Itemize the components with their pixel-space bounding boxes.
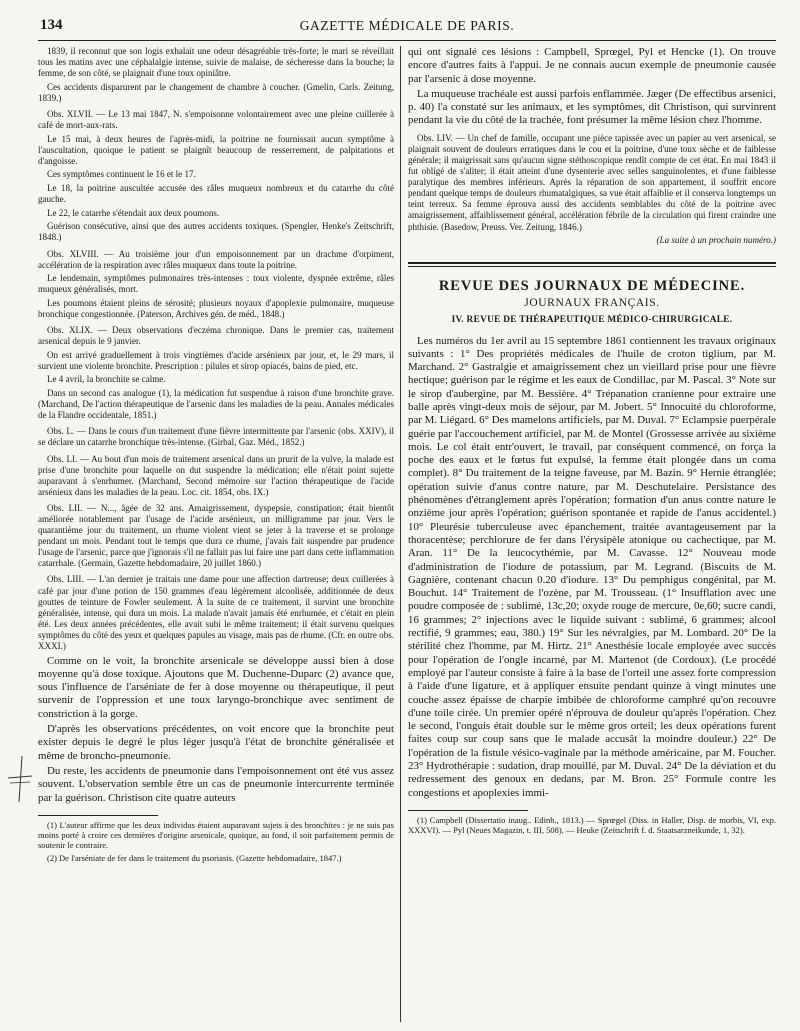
section-heading: IV. REVUE DE THÉRAPEUTIQUE MÉDICO-CHIRURGICALE. — [451, 315, 733, 326]
observation-47: Obs. XLVII. — Le 13 mai 1847, N. s'empoisonne volontairement avec une pleine cuillerée à café de mort-aux-rats. — [38, 108, 394, 131]
body-paragraph: qui ont signalé ces lésions : Campbell, Sprœgel, Pyl et Hencke (1). On trouve encore d'autres faits à l'appui. Je ne connais aucun exemple de pneumonie causée par l'arsenic à dose moyenne. — [408, 46, 776, 85]
right-column — [408, 46, 776, 837]
journal-title: GAZETTE MÉDICALE DE PARIS. — [299, 18, 515, 33]
section-title: REVUE DES JOURNAUX DE MÉDECINE. — [438, 278, 746, 295]
observation-48: Obs. XLVIII. — Au troisième jour d'un empoisonnement par un drachme d'orpiment, accélération de la respiration avec râles muqueux dans toute la poitrine. — [38, 248, 394, 270]
body-paragraph: La muqueuse trachéale est aussi parfois enflammée. Jæger (De effectibus arsenici, p. 40) l'a constaté sur les animaux, et les symptômes, dit Christison, qui survinrent pendant la vie du côté de la trachée, font présumer la même lésion chez l'homme. — [408, 87, 776, 127]
footnote-2: (2) De l'arséniate de fer dans le traitement du psoriasis. (Gazette hebdomadaire, 1847.) — [47, 852, 342, 863]
observation-52: Obs. LII. — N..., âgée de 32 ans. Amaigrissement, dyspepsie, constipation; était bientôt améliorée notablement par l'usage de l'acide arsénieux, un milligramme par jour. Vers le quarantième jour du traitement, un rhume violent vient se jeter à la traverse et se prolonge pendant un mois. Pendant tout le temps que dura ce rhume, j'avais fait suspendre par prudence l'usage de l'arsenic, parce que j'ignorais s'il ne fallait pas lui faire une part dans cette inflammation catarrhale. (Germain, Gazette hebdomadaire, 20 juillet 1860.) — [38, 502, 394, 569]
paragraph: Le 22, le catarrhe s'étendait aux deux poumons. — [47, 207, 220, 218]
section-divider-thick — [408, 262, 776, 264]
review-body: Les numéros du 1er avril au 15 septembre 1861 contiennent les travaux originaux suivants : 1° Des propriétés médicales de l'huile de croton tiglium, par M. Marchand. 2° Gastralgie et amaigrissement chez un vieillard prise pour une fièvre hectique; guérison par le régime et les eaux de Condillac, par M. Pascal. 3° Note sur le sirop d'aubergine, par M. Bessière. 4° Trépanation cranienne pour extraire une balle après vingt-deux mois de séjour, par M. Jobert. 5° Innocuité du chloroforme, par M. Liégard. 6° Des mamelons artificiels, par M. Duval. 7° Eclampsie puerpérale guérie par l'accouchement artificiel, par M. de Montel (Grossesse arrivée au sixième mois. Le col était entr'ouvert, le travail, par conséquent commencé, on força la poche des eaux et le fœtus fut expulsé, la femme était plongée dans un coma complet). 8° Du traitement de la teigne faveuse, par M. Bazin. 9° Hernie étranglée; opération suivie d'anus contre nature, par M. Deschutelaire. Persistance des phénomènes d'étranglement après l'opération; formation d'un anus contre nature le onzième jour après l'opération; guérison spontanée et rapide de l'anus accidentel.) 10° Pleurésie tuberculeuse avec épanchement, traitée avantageusement par la thoracentèse; perchlorure de fer dans l'érysipèle atonique ou cachectique, par M. Aran. 11° De la leucocythémie, par M. Cavasse. 12° Nouveau mode d'administration de l'iodure de potassium, par M. Legrand. (Biscuits de M. Gagnière, contenant chacun 0.20 d'iodure. 13° Du pemphigus congénital, par M. Bouchut. 14° Traitement de l'ozène, par M. Trousseau. (1° Insufflation avec une poudre composée de : sublimé, 13c,20; oxyde rouge de mercure, 0e,60; sucre candi, 16 grammes; 2° injections avec le liquide suivant : sublimé, 6 grammes; alcool rectifié, 9 grammes; eau, 380.) 19° Sur les névralgies, par M. Lombard. 20° De la stérilité chez l'homme, par M. Hirtz. 21° Anesthésie locale employée avec succès pour l'opération de l'ongle incarné, par M. Martenot (de Cordoux). (Le procédé employé par l'auteur consiste à faire à la base de l'orteil une assez forte compression à l'aide d'une ligature, et à appliquer ensuite pendant quinze à vingt minutes une couche assez épaisse de charpie imbibée de chloroforme camphré qu'on recouvre d'une toile cirée. Un premier opéré n'éprouva de douleur qu'après l'opération. Chez le second, l'onguis était double sur le même gros orteil; les deux opérations furent faites coup sur coup sans que le malade accusât la moindre douleur.) 22° De l'opération de la fistule vésico-vaginale par la méthode américaine, par M. Foucher. 23° Hydrothérapie : sudation, drap mouillé, par M. Duval. 24° De la déviation et du redressement des genoux en dedans, par M. Bron. 25° Formule contre les congestions et apoplexies immi- — [408, 334, 776, 799]
margin-cross-mark-icon — [8, 756, 32, 802]
left-column — [38, 46, 394, 865]
page-header — [38, 12, 776, 41]
footnote-1-right: (1) Campbell (Dissertatio inaug.. Edinb., 1813.) — Sprœgel (Diss. in Haller, Disp. de morbis, VI, exp. XXXVI). — Pyl (Neues Magazin, t. III, 508). — Heuke (Zeitschrift f. d. Staatsarzneikunde, 1, 32). — [408, 814, 776, 836]
continuation-note: (La suite à un prochain numéro.) — [656, 235, 776, 246]
paragraph: Le 4 avril, la bronchite se calme. — [47, 374, 166, 385]
column-divider — [400, 46, 401, 1022]
paragraph: Guérison consécutive, ainsi que des autres accidents toxiques. (Spengler, Henke's Zeitschrift, 1848.) — [38, 221, 394, 243]
observation-49: Obs. XLIX. — Deux observations d'eczéma chronique. Dans le premier cas, traitement arsenical depuis le 9 janvier. — [38, 325, 394, 347]
newspaper-page — [38, 12, 776, 1022]
paragraph: Le 15 mai, à deux heures de l'après-midi, la poitrine ne fournissait aucun symptôme à l'auscultation, quoique le patient se plaignît beaucoup de resserrement, de palpitations et d'angoisse. — [38, 133, 394, 166]
observation-51: Obs. LI. — Au bout d'un mois de traitement arsenical dans un prurit de la vulve, la malade est prise d'une bronchite pour laquelle on dut suspendre la médication; elle n'était point sujette auparavant à s'enrhumer. (Marchand, Second mémoire sur l'action thérapeutique de l'acide arsénieux dans les maladies de la peau. Loc. cit. 1854, obs. IX.) — [38, 453, 394, 497]
paragraph: Les poumons étaient pleins de sérosité; plusieurs noyaux d'apoplexie pulmonaire, muqueuse bronchique congestionnée. (Paterson, Archives gén. de méd., 1848.) — [38, 297, 394, 319]
paragraph: On est arrivé graduellement à trois vingtièmes d'acide arsénieux par jour, et, le 29 mars, il survient une violente bronchite. Prescription : pilules et sirop opiacés, bains de pied, etc. — [38, 349, 394, 371]
paragraph: Dans un second cas analogue (1), la médication fut suspendue à raison d'une bronchite grave. (Marchand, De l'action thérapeutique de l'arsenic dans les maladies de la peau. Annales médicales de la Flandre occidentale, 1851.) — [38, 388, 394, 421]
paragraph: Ces symptômes continuent le 16 et le 17. — [47, 169, 196, 180]
footnote-divider — [38, 815, 158, 816]
footnote-1: (1) L'auteur affirme que les deux individus étaient auparavant sujets à des bronchites : je ne suis pas moins porté à croire ces dernières d'origine arsenicale, quoique, au fond, il soit parfaitement permis de soutenir le contraire. — [38, 819, 394, 851]
section-subtitle: JOURNAUX FRANÇAIS. — [524, 297, 660, 310]
footnote-divider — [408, 810, 528, 811]
paragraph: 1839, il reconnut que son logis exhalait une odeur désagréable très-forte; le mari se réveillait tous les matins avec une céphalalgie intense, suivie de malaise, de sécheresse dans la bouche; la femme, de son côté, se plaignait d'une toux opiniâtre. — [38, 46, 394, 79]
page-number: 134 — [40, 17, 63, 33]
paragraph: Ces accidents disparurent par le changement de chambre à coucher. (Gmelin, Carls. Zeitung, 1839.) — [38, 81, 394, 103]
observation-54: Obs. LIV. — Un chef de famille, occupant une pièce tapissée avec un papier au vert arsenical, se plaignait souvent de douleurs erratiques dans le cou et la poitrine, d'une toux sèche et de faiblesse générale; il maigrissait sans qu'aucun signe stéthoscopique rendît compte de cet état. En mai 1843 il fut obligé de s'aliter; il était atteint d'une dysenterie avec selles sanguinolentes, et d'une faiblesse paralytique des membres inférieurs. Après la réparation de son appartement, il souffrit encore pendant quelque temps de douleurs rhumatalgiques, sa vue était affaiblie et il conserva longtemps un teint terreux. Sa femme éprouva aussi des accidents semblables du côté de la poitrine avec amaigrissement, affaiblissement général, accélération fébrile de la circulation qui firent craindre une phthisie. (Basedow, Preuss. Ver. Zeitung, 1846.) — [408, 132, 776, 232]
section-divider-thin — [408, 266, 776, 267]
body-paragraph: Du reste, les accidents de pneumonie dans l'empoisonnement ont été vus assez souvent. L'observation semble être un cas de pneumonie intercurrente terminée par la guérison. Christison cite quatre auteurs — [38, 764, 394, 804]
paragraph: Le lendemain, symptômes pulmonaires très-intenses : toux violente, dyspnée extrême, râles muqueux généralisés, mort. — [38, 273, 394, 295]
observation-50: Obs. L. — Dans le cours d'un traitement d'une fièvre intermittente par l'arsenic (obs. XXIV), il se déclare un catarrhe bronchique très-intense. (Girbal, Gaz. Méd., 1852.) — [38, 426, 394, 448]
paragraph: Le 18, la poitrine auscultée accusée des râles muqueux nombreux et du catarrhe du côté gauche. — [38, 183, 394, 205]
body-paragraph: Comme on le voit, la bronchite arsenicale se développe aussi bien à dose moyenne qu'à dose toxique. Ajoutons que M. Duchenne-Duparc (2) avance que, sous l'influence de l'arséniate de fer à dose moyenne ou thérapeutique, il peut survenir de l'oppression et une toux laryngo-bronchique avec sentiment de constriction à la gorge. — [38, 654, 394, 720]
observation-53: Obs. LIII. — L'an dernier je traitais une dame pour une affection dartreuse; deux cuillerées à café par jour d'une potion de 150 grammes d'eau légèrement alcoolisée, additionnée de deux gouttes de teinture de Fowler seulement. À la suite de ce traitement, il survint une bronchite généralisée, intense, qui dura un mois. La malade n'avait jamais été enrhumée, et c'était en plein été. Les deux années précédentes, elle avait subi le même traitement; il était survenu quelques symptômes du côté des yeux et quelques papules au visage, mais pas de rhume. (Cfr. en outre obs. XXXI.) — [38, 574, 394, 651]
body-paragraph: D'après les observations précédentes, on voit encore que la bronchite peut exister depuis le degré le plus léger jusqu'à l'état de bronchite généralisée et même de broncho-pneumonie. — [38, 723, 394, 762]
